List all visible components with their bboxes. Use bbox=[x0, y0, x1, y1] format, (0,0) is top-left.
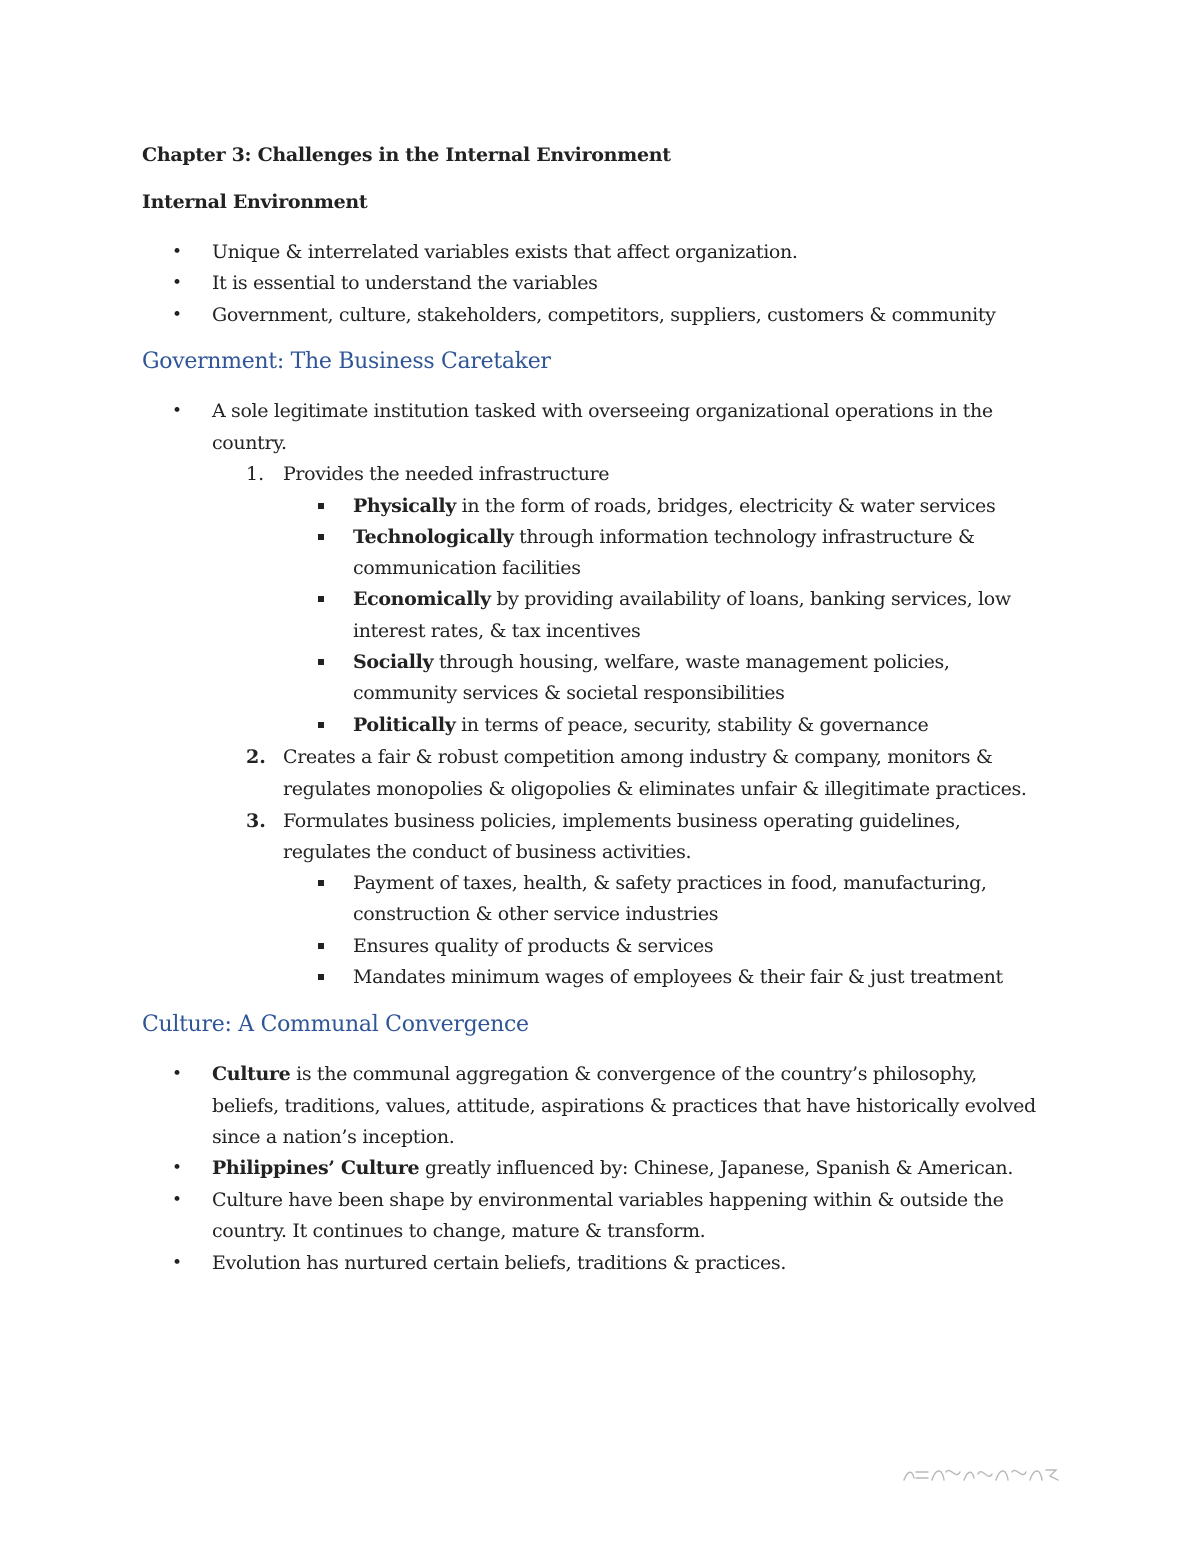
bullet-icon: • bbox=[172, 401, 183, 421]
list-item: Ensures quality of products & services bbox=[353, 935, 714, 957]
list-item-continuation: community services & societal responsibilities bbox=[353, 682, 785, 704]
list-item: Philippines’ Culture greatly influenced by: Chinese, Japanese, Spanish & American. bbox=[212, 1157, 1014, 1179]
list-item-continuation: communication facilities bbox=[353, 557, 581, 579]
bullet-icon: • bbox=[172, 1064, 183, 1084]
list-item-continuation: interest rates, & tax incentives bbox=[353, 620, 641, 642]
square-bullet-icon bbox=[318, 503, 324, 509]
list-item: Culture is the communal aggregation & convergence of the country’s philosophy, bbox=[212, 1063, 977, 1085]
list-item: Technologically through information technology infrastructure & bbox=[353, 526, 975, 548]
list-item: Creates a fair & robust competition among industry & company, monitors & bbox=[283, 746, 993, 768]
section-label-internal-environment: Internal Environment bbox=[142, 191, 368, 213]
paragraph-line: country. bbox=[212, 432, 287, 454]
section-heading-government: Government: The Business Caretaker bbox=[142, 349, 551, 374]
square-bullet-icon bbox=[318, 943, 324, 949]
square-bullet-icon bbox=[318, 974, 324, 980]
list-item: Culture have been shape by environmental variables happening within & outside the bbox=[212, 1189, 1004, 1211]
list-item: Unique & interrelated variables exists that affect organization. bbox=[212, 241, 798, 263]
list-item: Provides the needed infrastructure bbox=[283, 463, 610, 485]
list-item: Formulates business policies, implements business operating guidelines, bbox=[283, 810, 961, 832]
list-item: Evolution has nurtured certain beliefs, traditions & practices. bbox=[212, 1252, 787, 1274]
list-item: Mandates minimum wages of employees & their fair & just treatment bbox=[353, 966, 1003, 988]
list-item-continuation: since a nation’s inception. bbox=[212, 1126, 455, 1148]
list-item-continuation: beliefs, traditions, values, attitude, aspirations & practices that have historically evolved bbox=[212, 1095, 1036, 1117]
list-item-continuation: country. It continues to change, mature & transform. bbox=[212, 1220, 706, 1242]
square-bullet-icon bbox=[318, 722, 324, 728]
bullet-icon: • bbox=[172, 273, 183, 293]
bullet-icon: • bbox=[172, 1253, 183, 1273]
list-item: Politically in terms of peace, security, stability & governance bbox=[353, 714, 929, 736]
square-bullet-icon bbox=[318, 880, 324, 886]
square-bullet-icon bbox=[318, 534, 324, 540]
bullet-icon: • bbox=[172, 1190, 183, 1210]
list-number: 1. bbox=[246, 463, 265, 485]
list-item: Socially through housing, welfare, waste management policies, bbox=[353, 651, 950, 673]
list-item-continuation: construction & other service industries bbox=[353, 903, 719, 925]
list-item: Payment of taxes, health, & safety practices in food, manufacturing, bbox=[353, 872, 987, 894]
chapter-title: Chapter 3: Challenges in the Internal Environment bbox=[142, 144, 671, 166]
square-bullet-icon bbox=[318, 659, 324, 665]
list-number: 3. bbox=[246, 810, 266, 832]
section-heading-culture: Culture: A Communal Convergence bbox=[142, 1012, 529, 1037]
bullet-icon: • bbox=[172, 242, 183, 262]
list-item-continuation: regulates monopolies & oligopolies & eliminates unfair & illegitimate practices. bbox=[283, 778, 1027, 800]
bullet-icon: • bbox=[172, 1158, 183, 1178]
list-item: It is essential to understand the variables bbox=[212, 272, 598, 294]
list-item: Government, culture, stakeholders, competitors, suppliers, customers & community bbox=[212, 304, 996, 326]
square-bullet-icon bbox=[318, 596, 324, 602]
list-number: 2. bbox=[246, 746, 266, 768]
list-item-continuation: regulates the conduct of business activities. bbox=[283, 841, 692, 863]
list-item: Physically in the form of roads, bridges, electricity & water services bbox=[353, 495, 996, 517]
paragraph-line: A sole legitimate institution tasked with overseeing organizational operations in the bbox=[212, 400, 993, 422]
signature-icon bbox=[902, 1462, 1062, 1486]
list-item: Economically by providing availability of loans, banking services, low bbox=[353, 588, 1011, 610]
bullet-icon: • bbox=[172, 305, 183, 325]
